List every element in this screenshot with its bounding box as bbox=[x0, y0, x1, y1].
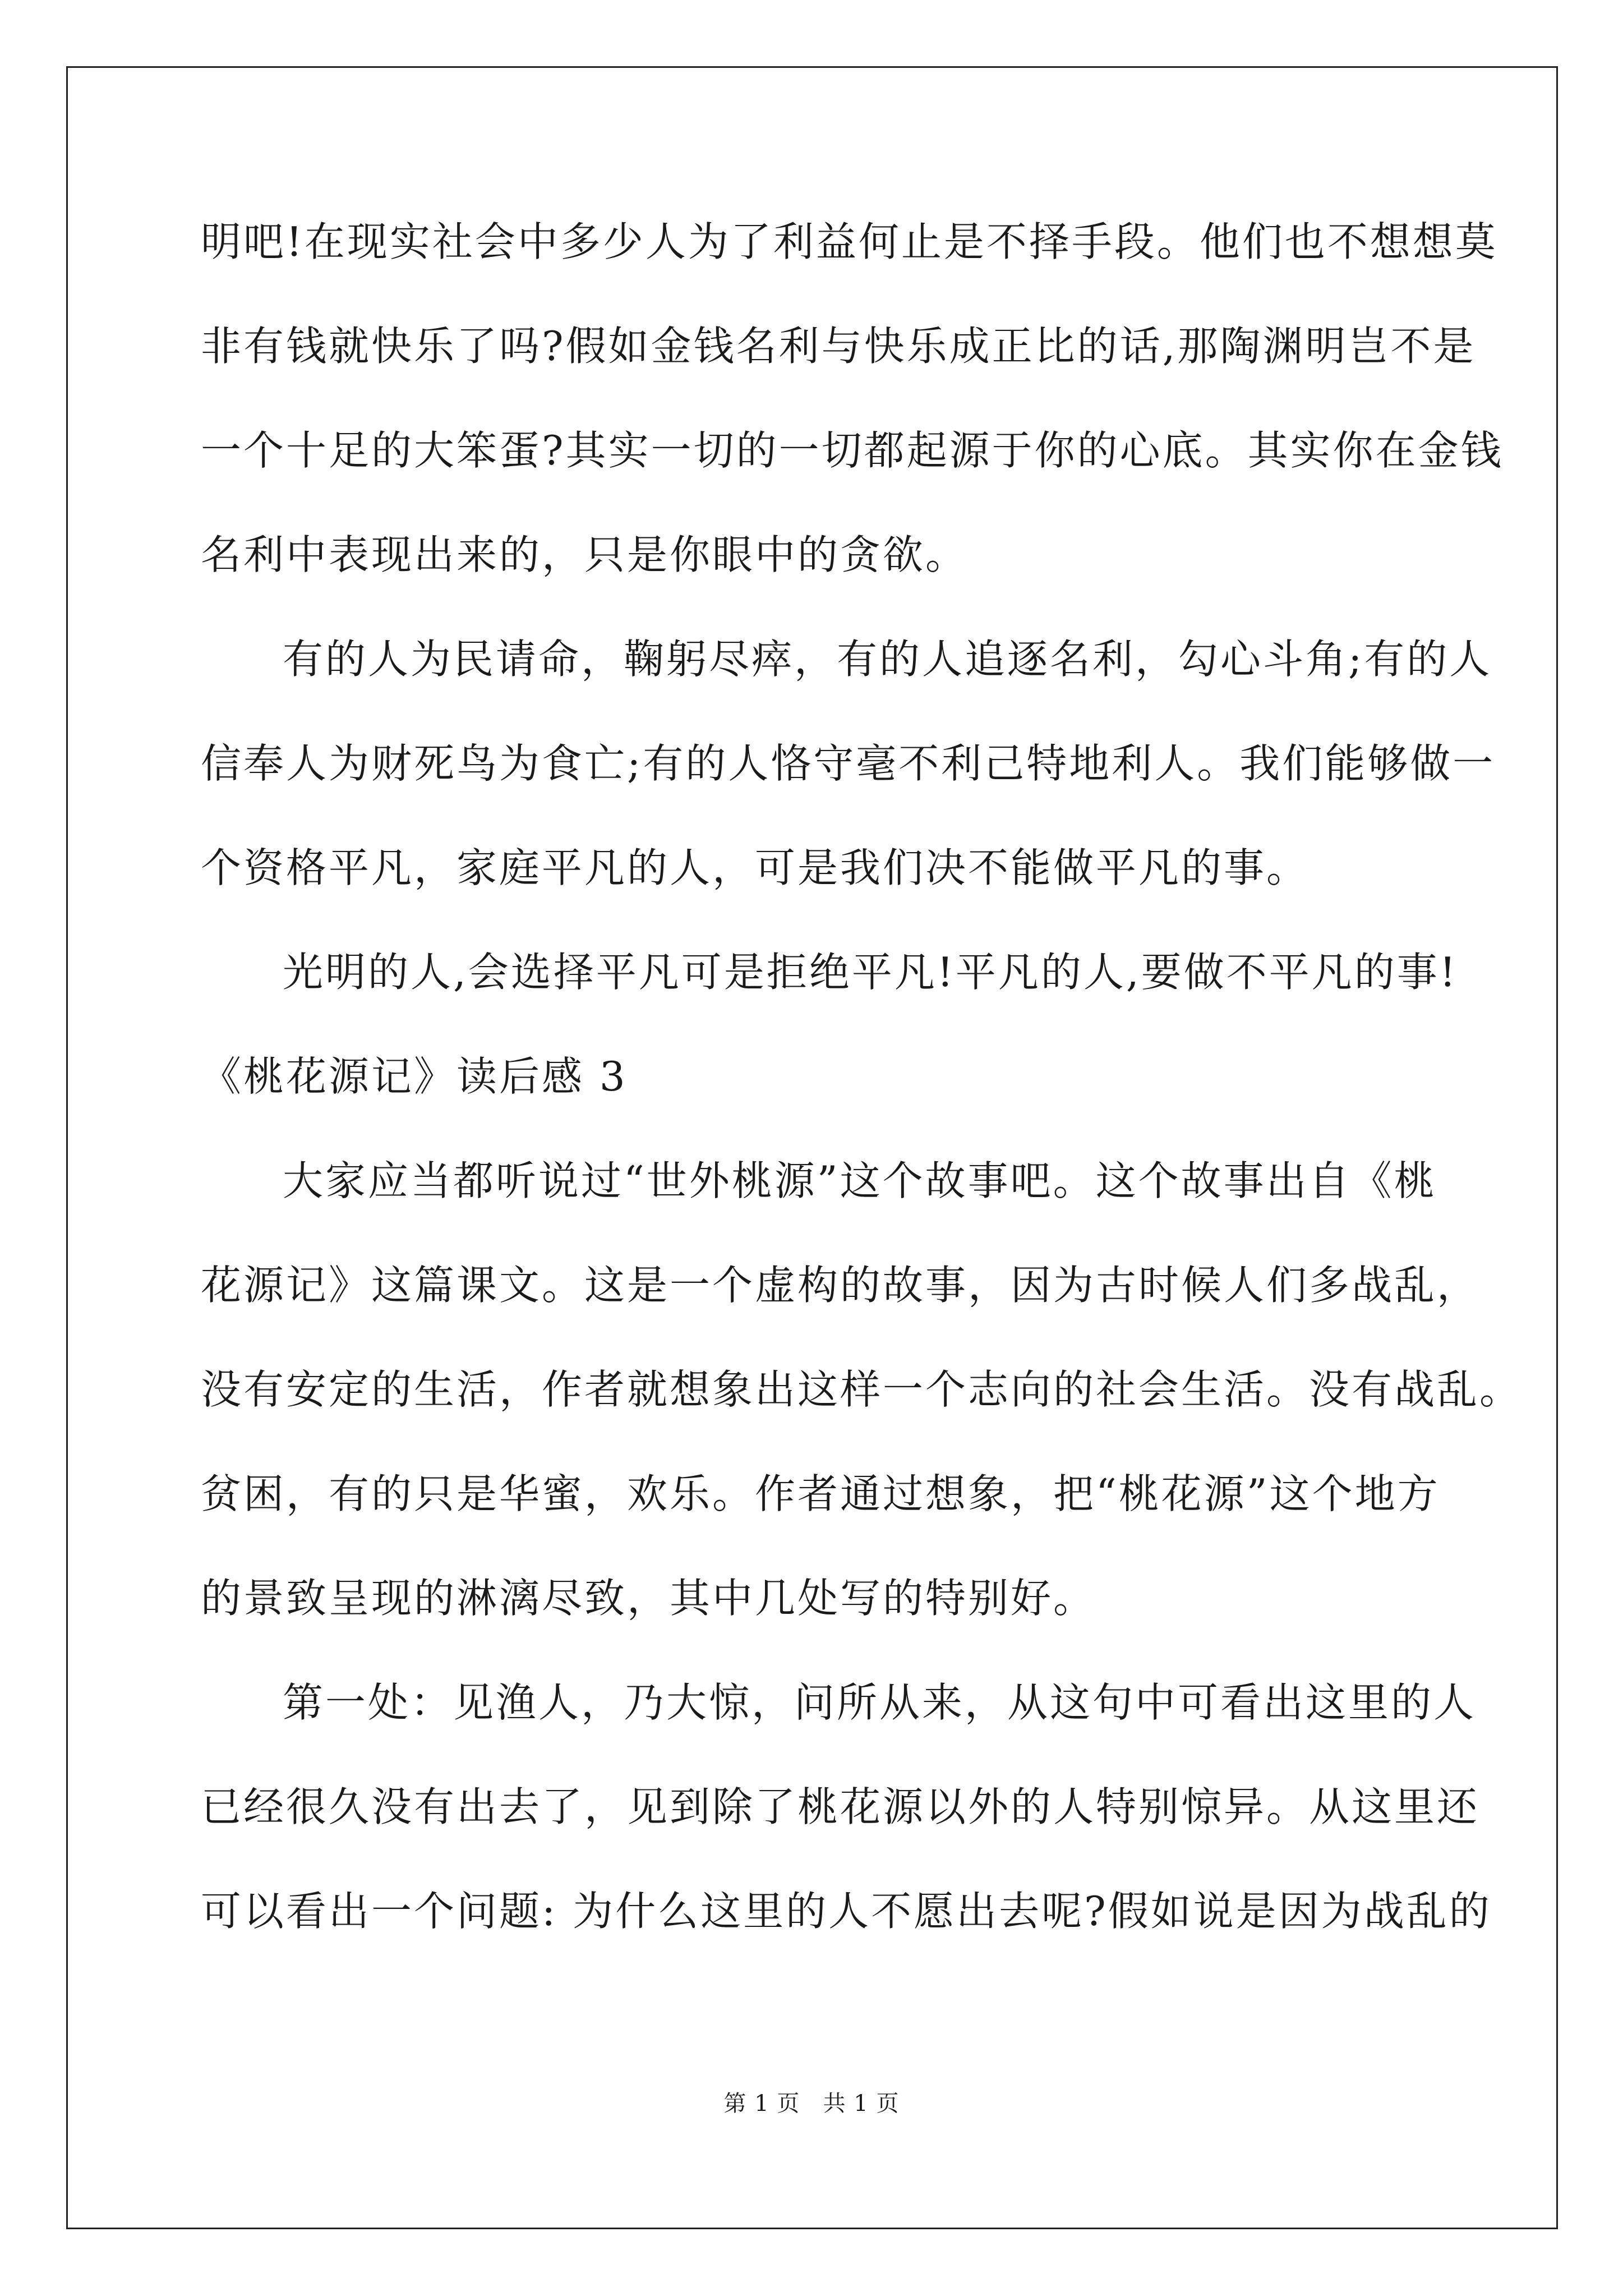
text-line: 一个十足的大笨蛋?其实一切的一切都起源于你的心底。其实你在金钱 bbox=[201, 427, 1504, 474]
text-line: 有的人为民请命，鞠躬尽瘁，有的人追逐名利，勾心斗角;有的人 bbox=[283, 636, 1492, 683]
text-line: 没有安定的生活，作者就想象出这样一个志向的社会生活。没有战乱。 bbox=[201, 1366, 1523, 1413]
text-line: 光明的人,会选择平凡可是拒绝平凡!平凡的人,要做不平凡的事! bbox=[283, 949, 1458, 996]
text-line: 花源记》这篇课文。这是一个虚构的故事，因为古时候人们多战乱， bbox=[201, 1262, 1480, 1309]
document-body bbox=[201, 211, 1523, 1985]
text-line: 非有钱就快乐了吗?假如金钱名利与快乐成正比的话,那陶渊明岂不是 bbox=[201, 323, 1476, 370]
text-line: 明吧!在现实社会中多少人为了利益何止是不择手段。他们也不想想莫 bbox=[201, 218, 1498, 265]
text-line: 信奉人为财死鸟为食亡;有的人恪守毫不利己特地利人。我们能够做一 bbox=[201, 740, 1496, 787]
text-line: 可以看出一个问题: 为什么这里的人不愿出去呢?假如说是因为战乱的 bbox=[201, 1888, 1492, 1935]
text-line: 个资格平凡，家庭平凡的人，可是我们决不能做平凡的事。 bbox=[201, 844, 1310, 891]
text-line: 名利中表现出来的，只是你眼中的贪欲。 bbox=[201, 531, 969, 578]
page-footer: 第 1 页 共 1 页 bbox=[723, 2091, 900, 2116]
section-heading: 《桃花源记》读后感 3 bbox=[201, 1053, 628, 1100]
text-line: 已经很久没有出去了，见到除了桃花源以外的人特别惊异。从这里还 bbox=[201, 1783, 1480, 1830]
text-line: 的景致呈现的淋漓尽致，其中几处写的特别好。 bbox=[201, 1575, 1096, 1622]
text-line: 大家应当都听说过“世外桃源”这个故事吧。这个故事出自《桃 bbox=[283, 1157, 1437, 1204]
text-line: 贫困，有的只是华蜜，欢乐。作者通过想象，把“桃花源”这个地方 bbox=[201, 1470, 1440, 1517]
text-line: 第一处：见渔人，乃大惊，问所从来，从这句中可看出这里的人 bbox=[283, 1679, 1477, 1726]
